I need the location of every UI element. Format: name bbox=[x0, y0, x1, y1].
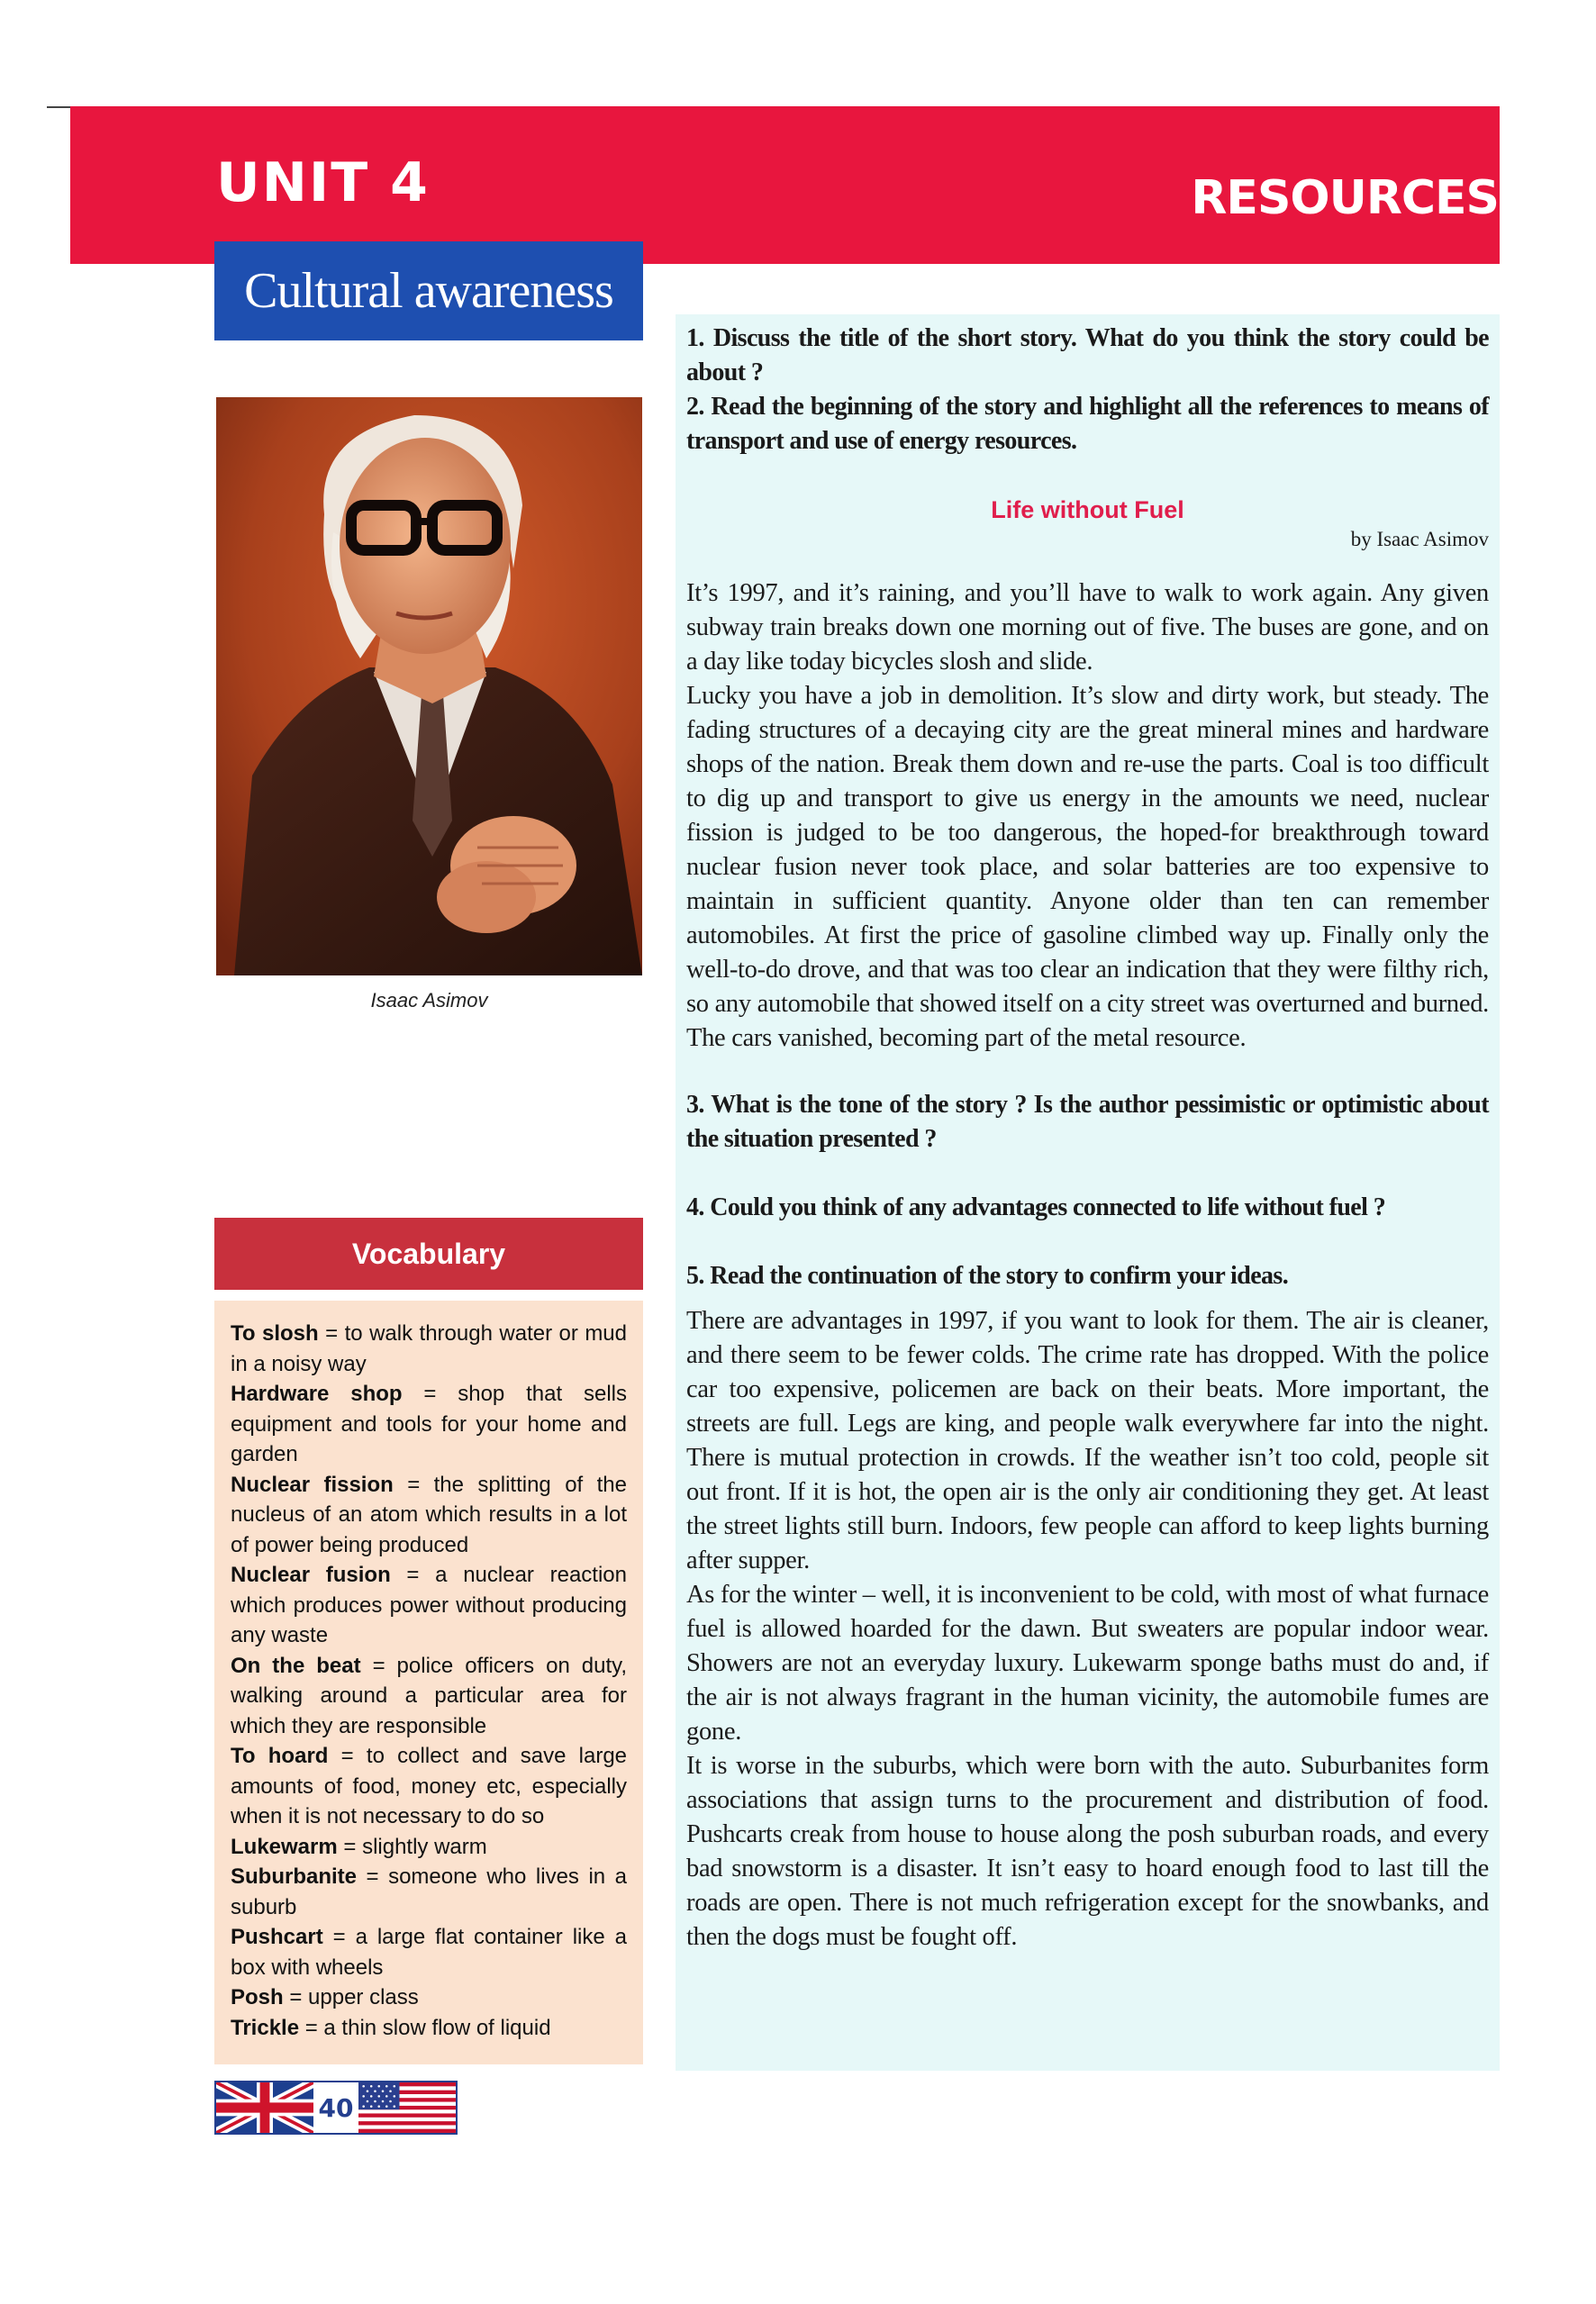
vocab-definition: = the splitting of the nucleus of an atom which results in a lot of power being produced bbox=[231, 1472, 627, 1557]
subsection-title: Cultural awareness bbox=[244, 263, 613, 319]
vocab-term: Posh bbox=[231, 1985, 284, 2009]
vocab-entry bbox=[231, 1379, 627, 1470]
vocab-entry bbox=[231, 1560, 627, 1651]
us-flag-icon bbox=[358, 2082, 456, 2133]
vocabulary-list bbox=[214, 1301, 643, 2064]
vocab-entry bbox=[231, 1922, 627, 1982]
vocab-term: Pushcart bbox=[231, 1925, 323, 1949]
vocab-entry bbox=[231, 1651, 627, 1742]
page-number: 40 bbox=[318, 2092, 354, 2123]
vocab-term: Suburbanite bbox=[231, 1864, 358, 1889]
question-2: 2. Read the beginning of the story and highlight all the references to means of transport and use of energy resources. bbox=[686, 393, 1489, 455]
vocab-term: Nuclear fusion bbox=[231, 1563, 391, 1587]
vocab-entry bbox=[231, 1832, 627, 1863]
story-title: Life without Fuel bbox=[991, 496, 1184, 523]
vocab-entry bbox=[231, 1741, 627, 1832]
vocab-definition: = police officers on duty, walking around a particular area for which they are responsible bbox=[231, 1653, 628, 1738]
vocab-definition: = shop that sells equipment and tools for your home and garden bbox=[231, 1382, 627, 1466]
vocab-term: Hardware shop bbox=[231, 1382, 403, 1406]
vocab-entry bbox=[231, 1862, 627, 1922]
author-portrait bbox=[216, 397, 642, 975]
vocab-term: Trickle bbox=[231, 2015, 300, 2040]
vocab-definition: = a thin slow flow of liquid bbox=[299, 2015, 551, 2040]
story-paragraph: It’s 1997, and it’s raining, and you’ll have to walk to work again. Any given subway train breaks down one morning out of five. The buses are gone, and on a day like today bicycles slosh and slide. bbox=[686, 579, 1489, 676]
vocab-definition: = to collect and save large amounts of food, money etc, especially when it is not necessary to do so bbox=[231, 1744, 628, 1828]
portrait-illustration bbox=[216, 397, 642, 975]
question-1: 1. Discuss the title of the short story. What do you think the story could be about ? bbox=[686, 324, 1489, 386]
question-5: 5. Read the continuation of the story to confirm your ideas. bbox=[686, 1262, 1289, 1290]
vocab-term: Lukewarm bbox=[231, 1834, 338, 1859]
story-author: by Isaac Asimov bbox=[1350, 528, 1489, 550]
story-paragraph: There are advantages in 1997, if you want to look for them. The air is cleaner, and there seem to be fewer colds. The crime rate has dropped. With the police car too expensive, policemen are back on their beats. More important, the streets are full. Legs are king, and people walk everywhere far into the night. There is mutual protection in crowds. If the weather isn’t too cold, people sit out front. If it is hot, the open air is the only air conditioning they get. At least the street lights still burn. Indoors, few people can afford to keep lights burning after supper. bbox=[686, 1307, 1489, 1574]
vocab-definition: = to walk through water or mud in a noisy way bbox=[231, 1321, 628, 1376]
vocab-entry bbox=[231, 1982, 627, 2013]
vocab-term: To slosh bbox=[231, 1321, 319, 1346]
vocab-term: Nuclear fission bbox=[231, 1472, 394, 1497]
subsection-heading bbox=[214, 241, 643, 340]
portrait-caption: Isaac Asimov bbox=[370, 989, 488, 1011]
story-paragraph: It is worse in the suburbs, which were born with the auto. Suburbanites form associations that assign turns to the procurement and distribution of food. Pushcarts creak from house to house along the posh suburban roads, and every bad snowstorm is a disaster. It isn’t easy to hoard enough food to last till the roads are open. There is not much refrigeration except for the snowbanks, and then the dogs must be fought off. bbox=[686, 1752, 1489, 1951]
story-paragraph: As for the winter – well, it is inconvenient to be cold, with most of what furnace fuel is allowed hoarded for the dawn. But sweaters are popular indoor wear. Showers are not an everyday luxury. Lukewarm sponge baths must do and, if the air is not always fragrant in the human vicinity, the automobile fumes are gone. bbox=[686, 1581, 1489, 1746]
vocab-entry bbox=[231, 1470, 627, 1561]
vocab-definition: = a nuclear reaction which produces power without producing any waste bbox=[231, 1563, 627, 1647]
section-title: RESOURCES bbox=[1191, 171, 1499, 225]
page-number-strip bbox=[214, 2081, 458, 2135]
vocab-entry bbox=[231, 2013, 627, 2044]
question-3: 3. What is the tone of the story ? Is the author pessimistic or optimistic about the situation presented ? bbox=[686, 1091, 1489, 1153]
vocab-definition: = slightly warm bbox=[337, 1834, 487, 1859]
vocab-term: To hoard bbox=[231, 1744, 329, 1768]
question-4: 4. Could you think of any advantages connected to life without fuel ? bbox=[686, 1193, 1386, 1221]
vocab-definition: = a large flat container like a box with wheels bbox=[231, 1925, 627, 1980]
unit-title: UNIT 4 bbox=[216, 151, 430, 214]
vocab-definition: = someone who lives in a suburb bbox=[231, 1864, 627, 1919]
vocab-term: On the beat bbox=[231, 1653, 361, 1678]
uk-flag-icon bbox=[216, 2082, 313, 2133]
reading-panel bbox=[676, 314, 1500, 2071]
story-part-1 bbox=[686, 576, 1489, 1056]
vocab-entry bbox=[231, 1319, 627, 1379]
story-part-2 bbox=[686, 1304, 1489, 1955]
vocabulary-header: Vocabulary bbox=[214, 1218, 643, 1290]
story-paragraph: Lucky you have a job in demolition. It’s slow and dirty work, but steady. The fading structures of a decaying city are the great mineral mines and hardware shops of the nation. Break them down and re-use the parts. Coal is too difficult to dig up and transport to give us energy in the amounts we need, nuclear fission is judged to be too dangerous, the hoped-for breakthrough toward nuclear fusion never took place, and solar batteries are too expensive to maintain in sufficient quantity. Anyone older than ten can remember automobiles. At first the price of gasoline climbed way up. Finally only the well-to-do drove, and that was too clear an indication that they were filthy rich, so any automobile that showed itself on a city street was overturned and burned. The cars vanished, becoming part of the metal resource. bbox=[686, 682, 1489, 1052]
vocab-definition: = upper class bbox=[283, 1985, 419, 2009]
